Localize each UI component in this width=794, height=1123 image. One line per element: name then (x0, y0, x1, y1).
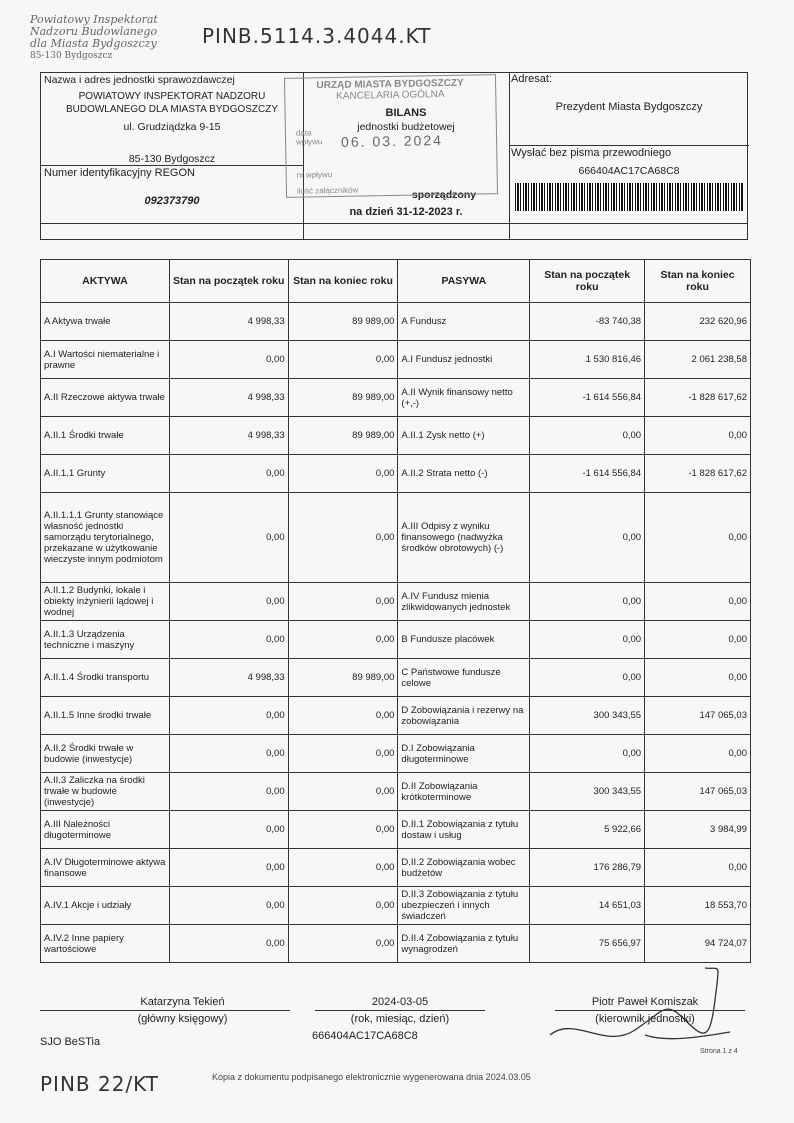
system-name: SJO BeSTia (40, 1036, 101, 1048)
unit-label: Nazwa i adres jednostki sprawozdawczej (44, 74, 235, 86)
asset-label: A Aktywa trwałe (41, 303, 170, 341)
doc-subtitle: jednostki budżetowej (357, 121, 455, 133)
liability-start-value: 176 286,79 (530, 849, 645, 887)
table-row (41, 583, 751, 621)
asset-label: A.III Należności długoterminowe (41, 811, 170, 849)
table-row (41, 455, 751, 493)
liability-start-value: 0,00 (530, 493, 645, 583)
liability-end-value: 147 065,03 (645, 697, 751, 735)
table-row (41, 925, 751, 963)
liability-label: A.I Fundusz jednostki (398, 341, 530, 379)
handwritten-signature (545, 960, 745, 1060)
balance-table (40, 259, 751, 963)
asset-end-value: 0,00 (288, 455, 398, 493)
liability-end-value: -1 828 617,62 (645, 379, 751, 417)
asset-label: A.I Wartości niematerialne i prawne (41, 341, 170, 379)
unit-name-1: POWIATOWY INSPEKTORAT NADZORU (78, 91, 266, 102)
table-header-row (41, 260, 751, 303)
liability-end-value: 18 553,70 (645, 887, 751, 925)
liability-end-value: 94 724,07 (645, 925, 751, 963)
asset-end-value: 0,00 (288, 583, 398, 621)
liability-start-value: 0,00 (530, 659, 645, 697)
liability-label: A.II.2 Strata netto (-) (398, 455, 530, 493)
liability-label: D.II Zobowiązania krótkoterminowe (398, 773, 530, 811)
liability-end-value: 0,00 (645, 417, 751, 455)
asset-start-value: 0,00 (169, 849, 288, 887)
liability-start-value: -83 740,38 (530, 303, 645, 341)
asset-label: A.II.3 Zaliczka na środki trwałe w budowie (inwestycje) (41, 773, 170, 811)
liability-start-value: -1 614 556,84 (530, 455, 645, 493)
asset-end-value: 89 989,00 (288, 379, 398, 417)
asset-start-value: 0,00 (169, 887, 288, 925)
copy-note: Kopia z dokumentu podpisanego elektronicznie wygenerowana dnia 2024.03.05 (212, 1072, 531, 1082)
liability-start-value: 1 530 816,46 (530, 341, 645, 379)
asset-label: A.II Rzeczowe aktywa trwałe (41, 379, 170, 417)
head-name: Piotr Paweł Komiszak (591, 996, 699, 1008)
asset-start-value: 0,00 (169, 493, 288, 583)
liability-start-value: 300 343,55 (530, 697, 645, 735)
handwritten-case-number: PINB.5114.3.4044.KT (202, 24, 432, 48)
asset-start-value: 0,00 (169, 697, 288, 735)
stamp-line: Powiatowy Inspektorat (30, 13, 158, 26)
liability-label: D Zobowiązania i rezerwy na zobowiązania (398, 697, 530, 735)
footer-code: 666404AC17CA68C8 (312, 1030, 418, 1042)
asset-label: A.II.1.4 Środki transportu (41, 659, 170, 697)
asset-label: A.II.1.5 Inne środki trwałe (41, 697, 170, 735)
liability-start-value: 75 656,97 (530, 925, 645, 963)
col-header-assets-start: Stan na początek roku (169, 260, 288, 303)
head-role: (kierownik jednostki) (595, 1013, 695, 1025)
liability-start-value: -1 614 556,84 (530, 379, 645, 417)
unit-city: 85-130 Bydgoszcz (128, 153, 216, 165)
liability-end-value: 0,00 (645, 583, 751, 621)
unit-street: ul. Grudziądzka 9-15 (123, 121, 221, 133)
liability-start-value: 5 922,66 (530, 811, 645, 849)
office-receipt-stamp: URZĄD MIASTA BYDGOSZCZY KANCELARIA OGÓLNA data wpływu 06. 03. 2024 nr wpływu ilość załączników (284, 74, 498, 198)
prepared-label: sporządzony (411, 189, 477, 201)
col-header-assets-end: Stan na koniec roku (288, 260, 398, 303)
asset-label: A.IV.2 Inne papiery wartościowe (41, 925, 170, 963)
table-row (41, 811, 751, 849)
asset-label: A.II.1.2 Budynki, lokale i obiekty inżynierii lądowej i wodnej (41, 583, 170, 621)
liability-end-value: 0,00 (645, 493, 751, 583)
table-row (41, 887, 751, 925)
page-number: Strona 1 z 4 (700, 1048, 738, 1055)
liability-end-value: 3 984,99 (645, 811, 751, 849)
liability-start-value: 0,00 (530, 417, 645, 455)
col-header-liabilities: PASYWA (398, 260, 530, 303)
liability-end-value: 232 620,96 (645, 303, 751, 341)
regon-value: 092373790 (144, 195, 200, 207)
table-row (41, 493, 751, 583)
stamp-line: 85-130 Bydgoszcz (30, 51, 113, 61)
table-row (41, 303, 751, 341)
regon-label: Numer identyfikacyjny REGON (44, 167, 195, 179)
liability-start-value: 0,00 (530, 583, 645, 621)
asset-start-value: 0,00 (169, 773, 288, 811)
liability-label: D.I Zobowiązania długoterminowe (398, 735, 530, 773)
asset-end-value: 0,00 (288, 341, 398, 379)
table-row (41, 849, 751, 887)
liability-label: A.II Wynik finansowy netto (+,-) (398, 379, 530, 417)
liability-end-value: 0,00 (645, 849, 751, 887)
liability-start-value: 0,00 (530, 621, 645, 659)
balance-date: na dzień 31-12-2023 r. (349, 206, 463, 218)
accountant-role: (główny księgowy) (137, 1013, 228, 1025)
asset-start-value: 0,00 (169, 455, 288, 493)
table-row (41, 735, 751, 773)
asset-start-value: 0,00 (169, 583, 288, 621)
table-row (41, 417, 751, 455)
liability-start-value: 0,00 (530, 735, 645, 773)
asset-end-value: 0,00 (288, 773, 398, 811)
asset-label: A.IV Długoterminowe aktywa finansowe (41, 849, 170, 887)
table-row (41, 621, 751, 659)
asset-start-value: 4 998,33 (169, 417, 288, 455)
liability-end-value: 0,00 (645, 659, 751, 697)
asset-label: A.II.1.3 Urządzenia techniczne i maszyny (41, 621, 170, 659)
asset-end-value: 0,00 (288, 493, 398, 583)
liability-end-value: 2 061 238,58 (645, 341, 751, 379)
col-header-liab-start: Stan na początek roku (530, 260, 645, 303)
liability-end-value: 0,00 (645, 735, 751, 773)
liability-label: D.II.2 Zobowiązania wobec budżetów (398, 849, 530, 887)
asset-end-value: 0,00 (288, 925, 398, 963)
liability-end-value: -1 828 617,62 (645, 455, 751, 493)
asset-start-value: 4 998,33 (169, 659, 288, 697)
addressee-label: Adresat: (511, 73, 552, 85)
handwritten-ref: PINB 22/KT (40, 1072, 159, 1096)
liability-label: B Fundusze placówek (398, 621, 530, 659)
liability-label: D.II.1 Zobowiązania z tytułu dostaw i usług (398, 811, 530, 849)
asset-start-value: 0,00 (169, 811, 288, 849)
liability-end-value: 147 065,03 (645, 773, 751, 811)
asset-end-value: 89 989,00 (288, 659, 398, 697)
asset-end-value: 0,00 (288, 887, 398, 925)
asset-end-value: 0,00 (288, 735, 398, 773)
date-label: (rok, miesiąc, dzień) (350, 1013, 450, 1025)
liability-label: A.IV Fundusz mienia zlikwidowanych jednostek (398, 583, 530, 621)
asset-start-value: 0,00 (169, 341, 288, 379)
liability-start-value: 14 651,03 (530, 887, 645, 925)
table-row (41, 697, 751, 735)
asset-label: A.II.1.1 Grunty (41, 455, 170, 493)
asset-start-value: 4 998,33 (169, 379, 288, 417)
liability-label: A.II.1 Zysk netto (+) (398, 417, 530, 455)
asset-end-value: 0,00 (288, 849, 398, 887)
liability-end-value: 0,00 (645, 621, 751, 659)
doc-title: BILANS (385, 107, 427, 119)
asset-label: A.II.2 Środki trwałe w budowie (inwestycje) (41, 735, 170, 773)
asset-end-value: 0,00 (288, 621, 398, 659)
asset-start-value: 0,00 (169, 925, 288, 963)
col-header-assets: AKTYWA (41, 260, 170, 303)
asset-label: A.II.1.1.1 Grunty stanowiące własność jednostki samorządu terytorialnego, przekazane w użytkowanie wieczyste innym podmiotom (41, 493, 170, 583)
signature-date: 2024-03-05 (371, 996, 429, 1008)
asset-start-value: 0,00 (169, 621, 288, 659)
barcode (515, 183, 743, 211)
asset-start-value: 0,00 (169, 735, 288, 773)
unit-name-2: BUDOWLANEGO DLA MIASTA BYDGOSZCZY (65, 104, 279, 115)
stamp-line: dla Miasta Bydgoszczy (30, 37, 157, 50)
liability-label: C Państwowe fundusze celowe (398, 659, 530, 697)
liability-label: D.II.4 Zobowiązania z tytułu wynagrodzeń (398, 925, 530, 963)
receipt-date: 06. 03. 2024 (340, 132, 444, 150)
asset-label: A.II.1 Środki trwałe (41, 417, 170, 455)
send-label: Wysłać bez pisma przewodniego (511, 147, 672, 159)
liability-label: D.II.3 Zobowiązania z tytułu ubezpieczeń i innych świadczeń (398, 887, 530, 925)
inspectorate-stamp (30, 14, 158, 62)
col-header-liab-end: Stan na koniec roku (645, 260, 751, 303)
liability-label: A Fundusz (398, 303, 530, 341)
stamp-line: Nadzoru Budowlanego (30, 25, 158, 38)
asset-start-value: 4 998,33 (169, 303, 288, 341)
liability-start-value: 300 343,55 (530, 773, 645, 811)
table-row (41, 659, 751, 697)
table-row (41, 341, 751, 379)
asset-end-value: 0,00 (288, 697, 398, 735)
asset-end-value: 89 989,00 (288, 417, 398, 455)
asset-end-value: 89 989,00 (288, 303, 398, 341)
asset-label: A.IV.1 Akcje i udziały (41, 887, 170, 925)
asset-end-value: 0,00 (288, 811, 398, 849)
table-row (41, 773, 751, 811)
doc-code: 666404AC17CA68C8 (578, 165, 680, 177)
liability-label: A.III Odpisy z wyniku finansowego (nadwyżka środków obrotowych) (-) (398, 493, 530, 583)
accountant-name: Katarzyna Tekień (140, 996, 225, 1008)
table-row (41, 379, 751, 417)
addressee: Prezydent Miasta Bydgoszczy (555, 101, 703, 113)
